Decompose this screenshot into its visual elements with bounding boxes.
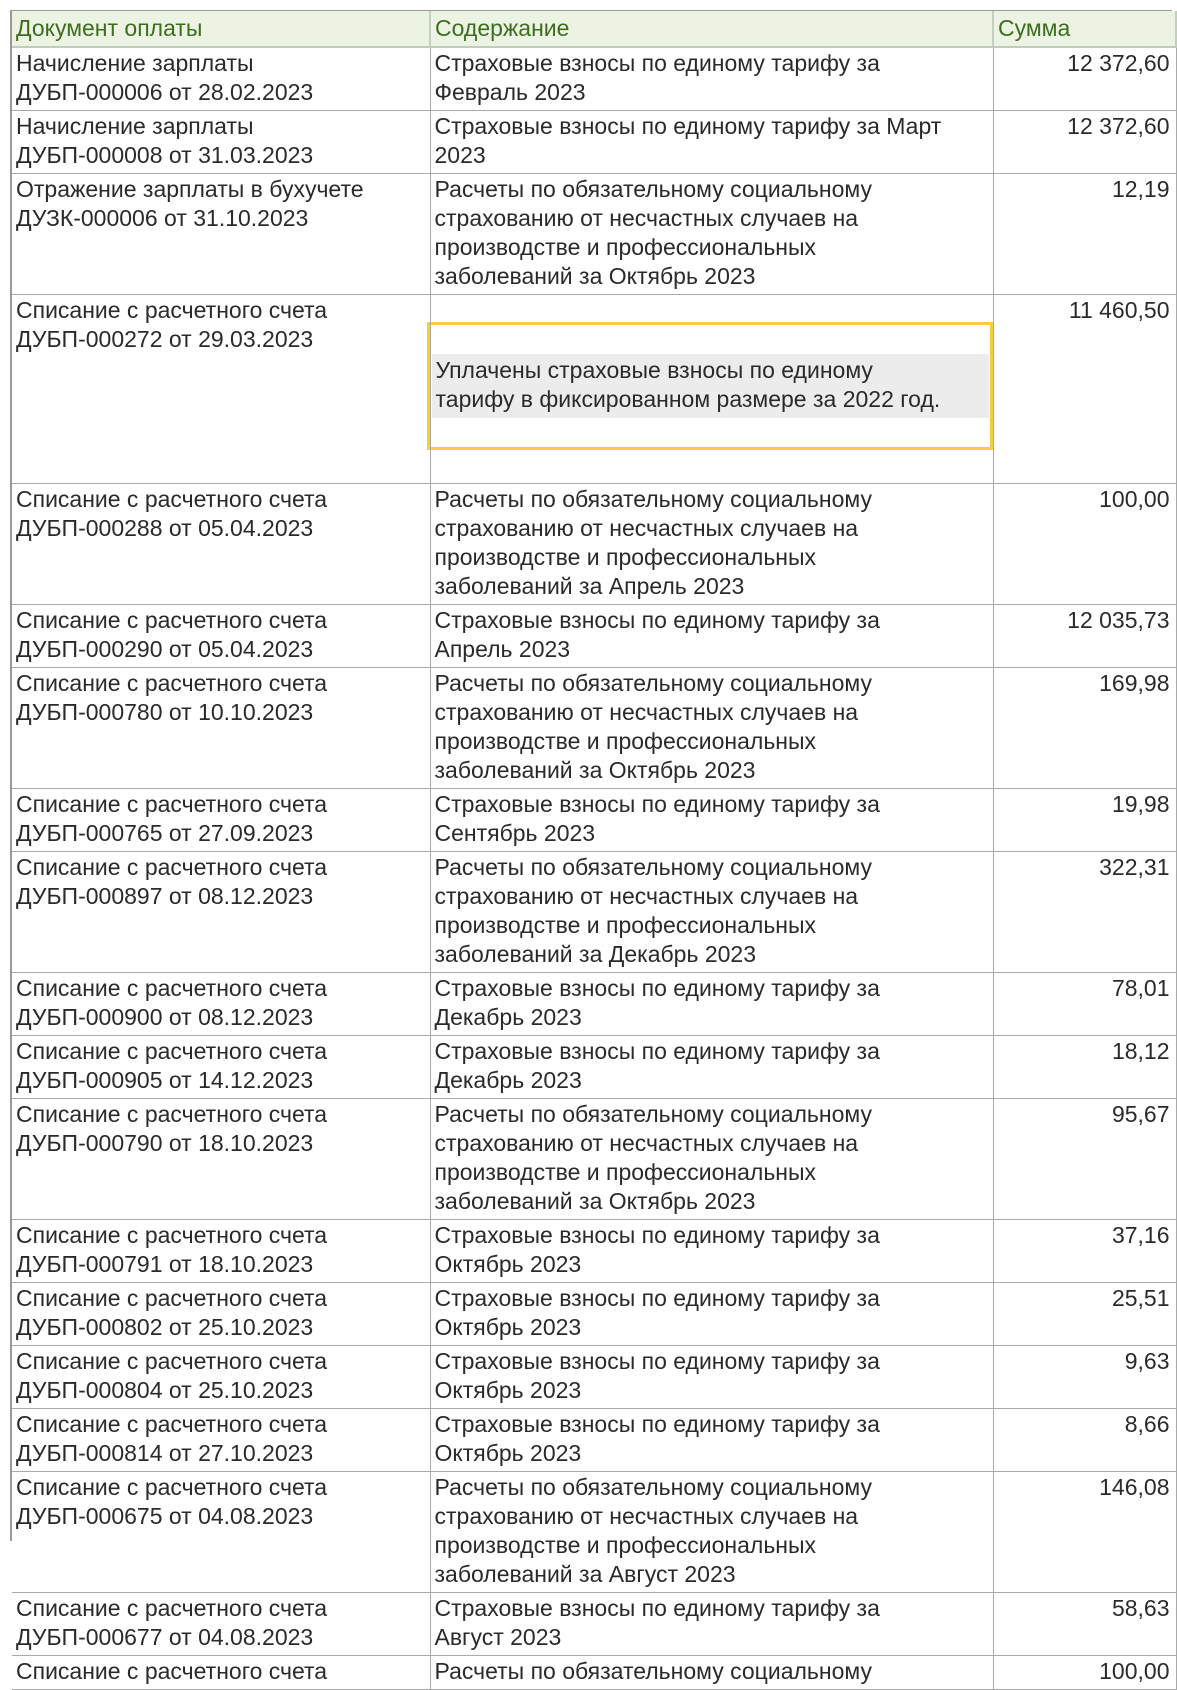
cell-doc[interactable]: Списание с расчетного счета ДУБП-000290 от 05.04.2023 (12, 605, 430, 668)
cell-doc[interactable]: Списание с расчетного счета ДУБП-000791 от 18.10.2023 (12, 1220, 430, 1283)
cell-selection-frame (427, 322, 993, 450)
cell-amount[interactable]: 95,67 (993, 1099, 1176, 1220)
cell-doc[interactable]: Списание с расчетного счета ДУБП-000804 от 25.10.2023 (12, 1346, 430, 1409)
cell-content[interactable]: Страховые взносы по единому тарифу за Декабрь 2023 (430, 1036, 993, 1099)
cell-amount[interactable]: 18,12 (993, 1036, 1176, 1099)
cell-content[interactable]: Расчеты по обязательному социальному страхованию от несчастных случаев на производстве и профессиональных заболеваний за Апрель 2023 (430, 484, 993, 605)
cell-amount[interactable]: 8,66 (993, 1409, 1176, 1472)
column-header-doc[interactable]: Документ оплаты (12, 11, 430, 47)
cell-amount[interactable]: 12 035,73 (993, 605, 1176, 668)
column-header-amount[interactable]: Сумма (993, 11, 1176, 47)
cell-amount[interactable]: 25,51 (993, 1283, 1176, 1346)
table-row[interactable] (12, 1283, 1176, 1346)
cell-amount[interactable]: 37,16 (993, 1220, 1176, 1283)
cell-content[interactable]: Расчеты по обязательному социальному страхованию от несчастных случаев на производстве и профессиональных заболеваний за Август 2023 (430, 1472, 993, 1593)
cell-amount[interactable]: 322,31 (993, 852, 1176, 973)
table-row[interactable] (12, 1036, 1176, 1099)
cell-content[interactable]: Страховые взносы по единому тарифу за Октябрь 2023 (430, 1346, 993, 1409)
cell-content[interactable]: Страховые взносы по единому тарифу за Октябрь 2023 (430, 1220, 993, 1283)
table-row[interactable] (12, 973, 1176, 1036)
cell-content[interactable]: Страховые взносы по единому тарифу за Сентябрь 2023 (430, 789, 993, 852)
cell-amount[interactable]: 11 460,50 (993, 295, 1176, 484)
cell-content-selected[interactable] (430, 295, 993, 484)
cell-doc[interactable]: Списание с расчетного счета ДУБП-000790 от 18.10.2023 (12, 1099, 430, 1220)
table-row[interactable] (12, 1220, 1176, 1283)
cell-amount[interactable]: 12 372,60 (993, 47, 1176, 111)
table-row[interactable] (12, 1472, 1176, 1593)
cell-doc[interactable]: Отражение зарплаты в бухучете ДУЗК-000006 от 31.10.2023 (12, 174, 430, 295)
table-row[interactable] (12, 111, 1176, 174)
table-row[interactable] (12, 605, 1176, 668)
table-row[interactable] (12, 1409, 1176, 1472)
table-row[interactable] (12, 1346, 1176, 1409)
table-row[interactable] (12, 174, 1176, 295)
cell-amount[interactable]: 169,98 (993, 668, 1176, 789)
cell-doc[interactable]: Списание с расчетного счета ДУБП-000675 от 04.08.2023 (12, 1472, 430, 1593)
table-row[interactable] (12, 484, 1176, 605)
cell-content[interactable]: Страховые взносы по единому тарифу за Октябрь 2023 (430, 1409, 993, 1472)
cell-doc[interactable]: Списание с расчетного счета ДУБП-000802 от 25.10.2023 (12, 1283, 430, 1346)
cell-doc[interactable]: Списание с расчетного счета ДУБП-000900 от 08.12.2023 (12, 973, 430, 1036)
cell-content[interactable]: Страховые взносы по единому тарифу за Октябрь 2023 (430, 1283, 993, 1346)
cell-doc[interactable]: Списание с расчетного счета ДУБП-000897 от 08.12.2023 (12, 852, 430, 973)
cell-doc[interactable]: Списание с расчетного счета (12, 1656, 430, 1690)
cell-doc[interactable]: Списание с расчетного счета ДУБП-000765 от 27.09.2023 (12, 789, 430, 852)
table-row-selected[interactable] (12, 295, 1176, 484)
table-row[interactable] (12, 668, 1176, 789)
cell-doc[interactable]: Списание с расчетного счета ДУБП-000272 от 29.03.2023 (12, 295, 430, 484)
cell-content[interactable]: Расчеты по обязательному социальному страхованию от несчастных случаев на производстве и профессиональных заболеваний за Октябрь 2023 (430, 1099, 993, 1220)
cell-amount[interactable]: 58,63 (993, 1593, 1176, 1656)
cell-amount[interactable]: 12 372,60 (993, 111, 1176, 174)
cell-amount[interactable]: 146,08 (993, 1472, 1176, 1593)
cell-content[interactable]: Страховые взносы по единому тарифу за Апрель 2023 (430, 605, 993, 668)
cell-amount[interactable]: 100,00 (993, 1656, 1176, 1690)
table-row[interactable] (12, 1593, 1176, 1656)
cell-content[interactable]: Расчеты по обязательному социальному страхованию от несчастных случаев на производстве и профессиональных заболеваний за Октябрь 2023 (430, 174, 993, 295)
cell-content[interactable]: Расчеты по обязательному социальному страхованию от несчастных случаев на производстве и профессиональных заболеваний за Октябрь 2023 (430, 668, 993, 789)
cell-content[interactable]: Расчеты по обязательному социальному страхованию от несчастных случаев на производстве и профессиональных заболеваний за Декабрь 2023 (430, 852, 993, 973)
cell-amount[interactable]: 12,19 (993, 174, 1176, 295)
cell-doc[interactable]: Начисление зарплаты ДУБП-000006 от 28.02.2023 (12, 47, 430, 111)
cell-content[interactable]: Расчеты по обязательному социальному (430, 1656, 993, 1690)
cell-amount[interactable]: 19,98 (993, 789, 1176, 852)
table-row[interactable] (12, 852, 1176, 973)
cell-doc[interactable]: Списание с расчетного счета ДУБП-000905 от 14.12.2023 (12, 1036, 430, 1099)
payments-table (12, 11, 1177, 1690)
table-row[interactable] (12, 47, 1176, 111)
cell-amount[interactable]: 9,63 (993, 1346, 1176, 1409)
cell-doc[interactable]: Списание с расчетного счета ДУБП-000814 от 27.10.2023 (12, 1409, 430, 1472)
table-row[interactable] (12, 789, 1176, 852)
cell-doc[interactable]: Списание с расчетного счета ДУБП-000677 от 04.08.2023 (12, 1593, 430, 1656)
cell-content[interactable]: Страховые взносы по единому тарифу за Февраль 2023 (430, 47, 993, 111)
cell-amount[interactable]: 78,01 (993, 973, 1176, 1036)
table-row[interactable] (12, 1099, 1176, 1220)
cell-doc[interactable]: Списание с расчетного счета ДУБП-000780 от 10.10.2023 (12, 668, 430, 789)
payments-table-viewport[interactable] (10, 10, 1172, 1684)
cell-content-text: Уплачены страховые взносы по единому тарифу в фиксированном размере за 2022 год. (432, 354, 989, 418)
table-row-partial[interactable] (12, 1656, 1176, 1690)
cell-doc[interactable]: Списание с расчетного счета ДУБП-000288 от 05.04.2023 (12, 484, 430, 605)
cell-content[interactable]: Страховые взносы по единому тарифу за Декабрь 2023 (430, 973, 993, 1036)
column-header-content[interactable]: Содержание (430, 11, 993, 47)
cell-content[interactable]: Страховые взносы по единому тарифу за Март 2023 (430, 111, 993, 174)
cell-amount[interactable]: 100,00 (993, 484, 1176, 605)
cell-content[interactable]: Страховые взносы по единому тарифу за Август 2023 (430, 1593, 993, 1656)
header-row (12, 11, 1176, 47)
cell-doc[interactable]: Начисление зарплаты ДУБП-000008 от 31.03.2023 (12, 111, 430, 174)
